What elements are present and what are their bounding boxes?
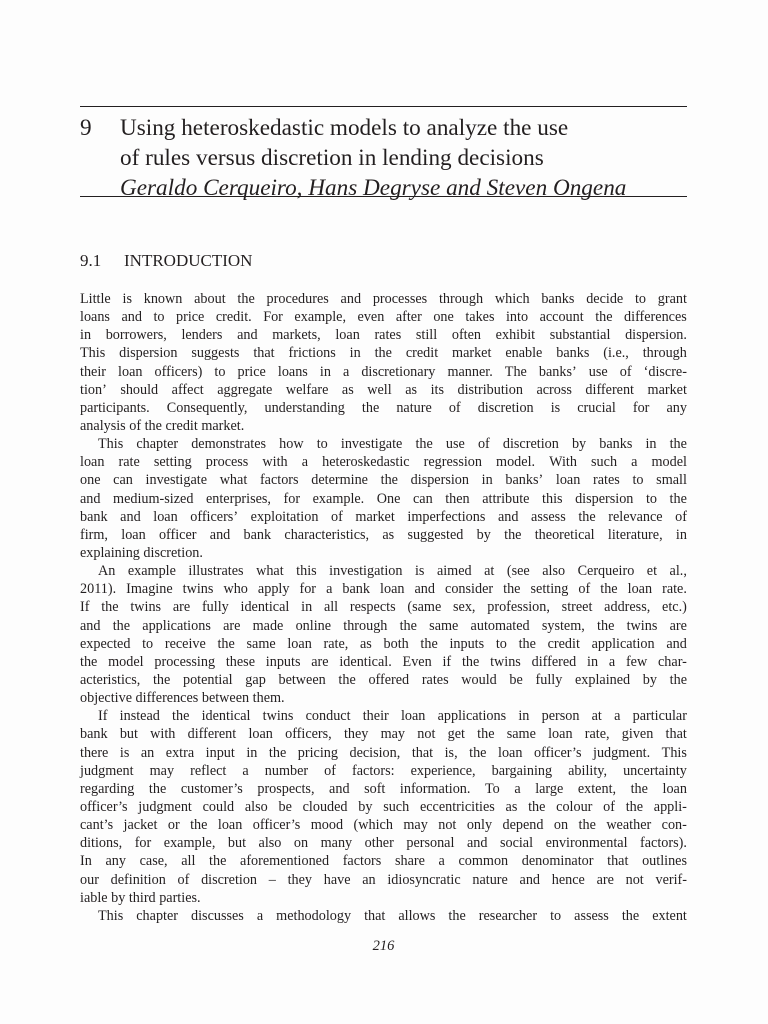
paragraph-line: Little is known about the procedures and processes through which banks decide to grant <box>80 291 687 307</box>
paragraph-line: in borrowers, lenders and markets, loan rates still often exhibit substantial dispersion. <box>80 327 687 344</box>
paragraph-line: iable by third parties. <box>80 889 201 906</box>
chapter-header <box>80 113 687 203</box>
paragraph-line: If the twins are fully identical in all respects (same sex, profession, street address, etc.) <box>80 599 687 616</box>
paragraph-line: loans and to price credit. For example, even after one takes into account the differences <box>80 309 687 326</box>
paragraph-line: cant’s jacket or the loan officer’s mood (which may not only depend on the weather con- <box>80 817 687 834</box>
paragraph-line: If instead the identical twins conduct their loan applications in person at a particular <box>98 708 687 725</box>
chapter-heading-text <box>120 113 687 203</box>
chapter-authors: Geraldo Cerqueiro, Hans Degryse and Steven Ongena <box>120 175 627 201</box>
paragraph-line: tion’ should affect aggregate welfare as well as its distribution across different market <box>80 381 687 398</box>
chapter-number: 9 <box>80 115 92 141</box>
paragraph-line: our definition of discretion – they have an idiosyncratic nature and hence are not verif- <box>80 871 687 888</box>
body-text <box>80 290 687 925</box>
paragraph-line: one can investigate what factors determine the dispersion in banks’ loan rates to small <box>80 472 687 489</box>
paragraph-line: ditions, for example, but also on many other personal and social environmental factors). <box>80 835 687 852</box>
paragraph-line: analysis of the credit market. <box>80 417 245 434</box>
book-page <box>80 0 687 1024</box>
section-title: INTRODUCTION <box>124 251 253 270</box>
paragraph-line: In any case, all the aforementioned factors share a common denominator that outlines <box>80 853 687 870</box>
paragraph-line: bank but with different loan officers, they may not get the same loan rate, given that <box>80 726 687 743</box>
paragraph-line: This chapter demonstrates how to investigate the use of discretion by banks in the <box>98 436 687 453</box>
paragraph-line: bank and loan officers’ exploitation of market imperfections and assess the relevance of <box>80 508 687 525</box>
paragraph-line: 2011). Imagine twins who apply for a bank loan and consider the setting of the loan rate. <box>80 581 687 598</box>
paragraph-line: regarding the customer’s prospects, and soft information. To a large extent, the loan <box>80 780 687 797</box>
paragraph-line: the model processing these inputs are identical. Even if the twins differed in a few char- <box>80 653 687 670</box>
paragraph-line: expected to receive the same loan rate, as both the inputs to the credit application and <box>80 635 687 652</box>
bottom-rule <box>80 196 687 197</box>
paragraph-line: explaining discretion. <box>80 544 203 561</box>
paragraph-line: their loan officers) to price loans in a discretionary manner. The banks’ use of ‘discre- <box>80 363 687 380</box>
paragraph-line: judgment may reflect a number of factors: experience, bargaining ability, uncertainty <box>80 762 687 779</box>
paragraph-line: objective differences between them. <box>80 690 285 707</box>
paragraph-line: firm, loan officer and bank characteristics, as suggested by the theoretical literature, in <box>80 526 687 543</box>
paragraph-line: An example illustrates what this investigation is aimed at (see also Cerqueiro et al., <box>98 563 687 580</box>
top-rule <box>80 106 687 107</box>
paragraph-line: loan rate setting process with a heteroskedastic regression model. With such a model <box>80 454 687 471</box>
paragraph-line: This chapter discusses a methodology that allows the researcher to assess the extent <box>98 907 687 924</box>
chapter-title-line-2: of rules versus discretion in lending decisions <box>120 145 544 171</box>
paragraph-line: participants. Consequently, understanding the nature of discretion is crucial for any <box>80 399 687 416</box>
chapter-title-line-1: Using heteroskedastic models to analyze the use <box>120 115 569 141</box>
paragraph-line: This dispersion suggests that frictions in the credit market enable banks (i.e., through <box>80 345 687 362</box>
page-number: 216 <box>372 938 395 954</box>
paragraph-line: officer’s judgment could also be clouded by such eccentricities as the colour of the appli- <box>80 798 687 815</box>
paragraph-line: acteristics, the potential gap between the offered rates would be fully explained by the <box>80 671 687 688</box>
paragraph-line: and medium-sized enterprises, for example. One can then attribute this dispersion to the <box>80 490 687 507</box>
section-heading <box>80 249 252 273</box>
section-number: 9.1 <box>80 251 102 270</box>
paragraph-line: and the applications are made online through the same automated system, the twins are <box>80 617 687 634</box>
paragraph-line: there is an extra input in the pricing decision, that is, the loan officer’s judgment. This <box>80 744 687 761</box>
